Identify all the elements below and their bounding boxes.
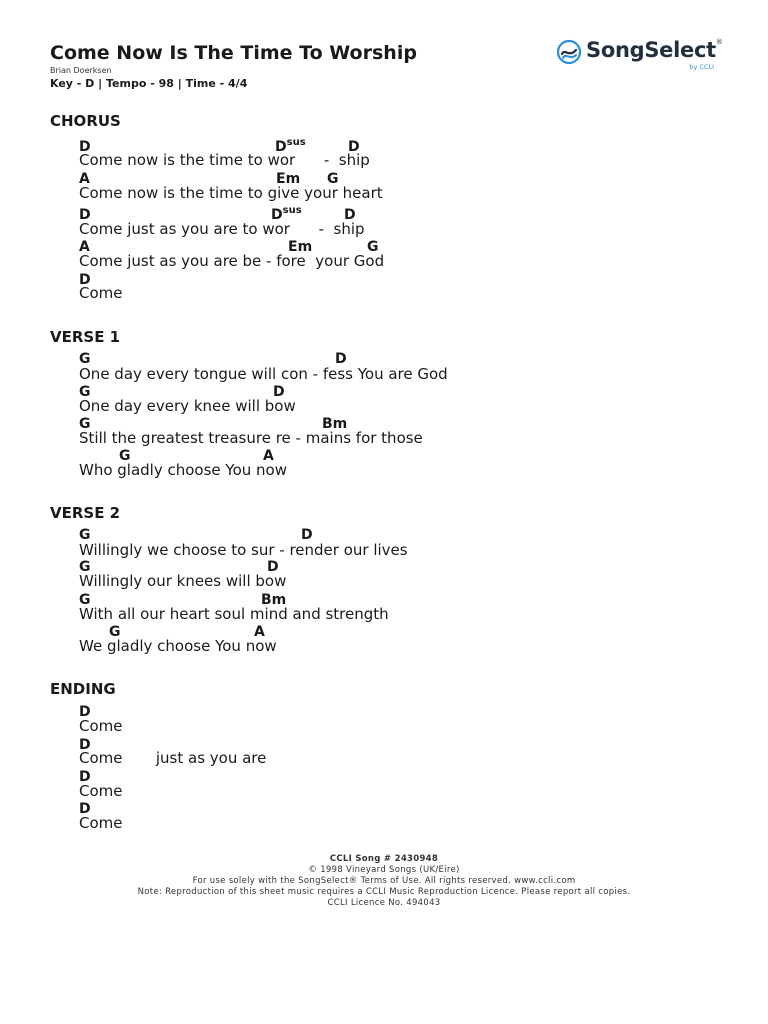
chord: D xyxy=(335,351,347,367)
songselect-logo xyxy=(556,38,723,72)
chord: G xyxy=(367,239,379,255)
chord: D xyxy=(79,139,91,155)
chord: A xyxy=(79,239,90,255)
chord: D xyxy=(79,704,91,720)
lyric-line: Come now is the time to wor - ship xyxy=(79,151,370,169)
chord: D xyxy=(79,272,91,288)
lyric-line: Come now is the time to give your heart xyxy=(79,184,383,202)
chord: A xyxy=(79,171,90,187)
chord: Em xyxy=(288,239,313,255)
lyric-line: Come just as you are to wor - ship xyxy=(79,220,365,238)
chord: G xyxy=(327,171,339,187)
footer-note: Note: Reproduction of this sheet music requires a CCLI Music Reproduction Licence. Please report all copies. xyxy=(137,887,631,897)
section-heading-verse-2: VERSE 2 xyxy=(50,504,121,522)
lyric-line: Come xyxy=(79,284,123,302)
section-heading-ending: ENDING xyxy=(50,680,116,698)
chord: D xyxy=(348,139,360,155)
section-heading-verse-1: VERSE 1 xyxy=(50,328,121,346)
chord: D xyxy=(344,207,356,223)
lyric-line: Come just as you are be - fore your God xyxy=(79,252,385,270)
section-heading-chorus: CHORUS xyxy=(50,112,121,130)
songselect-logo-sub: by CCLI xyxy=(689,63,714,71)
chord: Em xyxy=(276,171,301,187)
lyric-line: One day every knee will bow xyxy=(79,397,296,415)
chord: D xyxy=(79,769,91,785)
chord: A xyxy=(254,624,265,640)
lyric-line: Come xyxy=(79,717,123,735)
chord: D xyxy=(79,801,91,817)
chord: G xyxy=(79,351,91,367)
lyric-line: Come xyxy=(79,782,123,800)
chord: G xyxy=(79,416,91,432)
chord: G xyxy=(119,448,131,464)
lyric-line: We gladly choose You now xyxy=(79,637,277,655)
song-meta: Key - D | Tempo - 98 | Time - 4/4 xyxy=(50,77,248,90)
chord: D xyxy=(79,207,91,223)
chord: Bm xyxy=(261,592,287,608)
chord: $D^{sus}$ xyxy=(271,205,302,223)
chord: G xyxy=(79,592,91,608)
chord: G xyxy=(79,384,91,400)
songselect-logo-icon xyxy=(556,38,584,66)
chord: $D^{sus}$ xyxy=(275,137,306,155)
song-title: Come Now Is The Time To Worship xyxy=(50,42,417,64)
chord: G xyxy=(79,527,91,543)
chord: D xyxy=(301,527,313,543)
footer-copyright: © 1998 Vineyard Songs (UK/Eire) xyxy=(308,865,460,875)
chord: A xyxy=(263,448,274,464)
lyric-line: Still the greatest treasure re - mains for those xyxy=(79,429,423,447)
chord: D xyxy=(79,737,91,753)
lyric-line: Willingly we choose to sur - render our lives xyxy=(79,541,408,559)
chord: G xyxy=(109,624,121,640)
song-author: Brian Doerksen xyxy=(50,66,112,75)
chord: D xyxy=(273,384,285,400)
chord: Bm xyxy=(322,416,348,432)
chord: D xyxy=(267,559,279,575)
lyric-line: Come xyxy=(79,814,123,832)
footer-licence: CCLI Licence No. 494043 xyxy=(327,898,441,908)
lyric-line: Come just as you are xyxy=(79,749,267,767)
chord: G xyxy=(79,559,91,575)
footer-song-number: CCLI Song # 2430948 xyxy=(329,854,439,864)
lyric-line: With all our heart soul mind and strength xyxy=(79,605,389,623)
lyric-line: Who gladly choose You now xyxy=(79,461,287,479)
lyric-line: One day every tongue will con - fess You are God xyxy=(79,365,448,383)
lyric-line: Willingly our knees will bow xyxy=(79,572,287,590)
songselect-logo-text: SongSelect® xyxy=(586,38,723,62)
footer-terms: For use solely with the SongSelect® Terms of Use. All rights reserved. www.ccli.com xyxy=(192,876,576,886)
